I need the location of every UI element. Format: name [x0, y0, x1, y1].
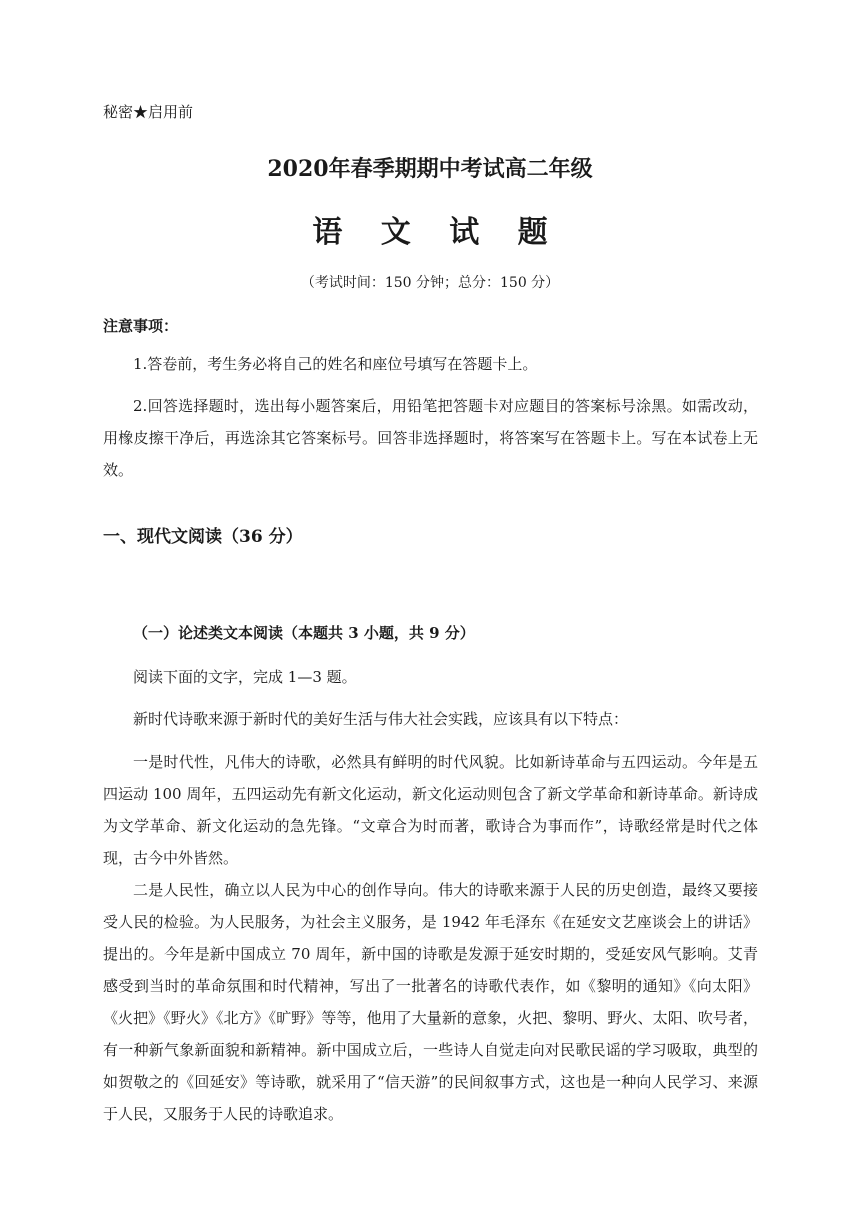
- note-item-1: 1.答卷前，考生务必将自己的姓名和座位号填写在答题卡上。: [133, 355, 538, 373]
- section-heading-modern-reading: 一、现代文阅读（36 分）: [103, 527, 303, 547]
- exam-time-score-info: （考试时间：150 分钟；总分：150 分）: [300, 275, 560, 291]
- confidential-label: 秘密★启用前: [103, 103, 194, 121]
- notes-heading: 注意事项：: [103, 317, 179, 335]
- subject-title: 语 文 试 题: [312, 215, 562, 250]
- reading-instruction: 阅读下面的文字，完成 1—3 题。: [133, 668, 357, 686]
- subsection-heading-argumentative: （一）论述类文本阅读（本题共 3 小题，共 9 分）: [133, 624, 475, 642]
- note-item-2: 2.回答选择题时，选出每小题答案后，用铅笔把答题卡对应题目的答案标号涂黑。如需改动，用橡皮擦干净后，再选涂其它答案标号。回答非选择题时，将答案写在答题卡上。写在本试卷上无效。: [103, 397, 758, 479]
- passage-paragraph-3: 二是人民性，确立以人民为中心的创作导向。伟大的诗歌来源于人民的历史创造，最终又要接受人民的检验。为人民服务，为社会主义服务，是 1942 年毛泽东《在延安文艺座谈会上的讲话》提出的。今年是新中国成立 70 周年，新中国的诗歌是发源于延安时期的，受延安风气影响。艾青感受到当时的革命氛围和时代精神，写出了一批著名的诗歌代表作，如《黎明的通知》《向太阳》《火把》《野火》《北方》《旷野》等等，他用了大量新的意象，火把、黎明、野火、太阳、吹号者，有一种新气象新面貌和新精神。新中国成立后，一些诗人自觉走向对民歌民谣的学习吸取，典型的如贺敬之的《回延安》等诗歌，就采用了“信天游”的民间叙事方式，这也是一种向人民学习、来源于人民，又服务于人民的诗歌追求。: [103, 881, 758, 1123]
- passage-paragraph-1: 新时代诗歌来源于新时代的美好生活与伟大社会实践，应该具有以下特点：: [133, 710, 629, 728]
- exam-title: 2020年春季期期中考试高二年级: [267, 156, 593, 182]
- passage-paragraph-2: 一是时代性，凡伟大的诗歌，必然具有鲜明的时代风貌。比如新诗革命与五四运动。今年是五四运动 100 周年，五四运动先有新文化运动，新文化运动则包含了新文学革命和新诗革命。新诗成为文学革命、新文化运动的急先锋。“文章合为时而著，歌诗合为事而作”，诗歌经常是时代之体现，古今中外皆然。: [103, 753, 758, 867]
